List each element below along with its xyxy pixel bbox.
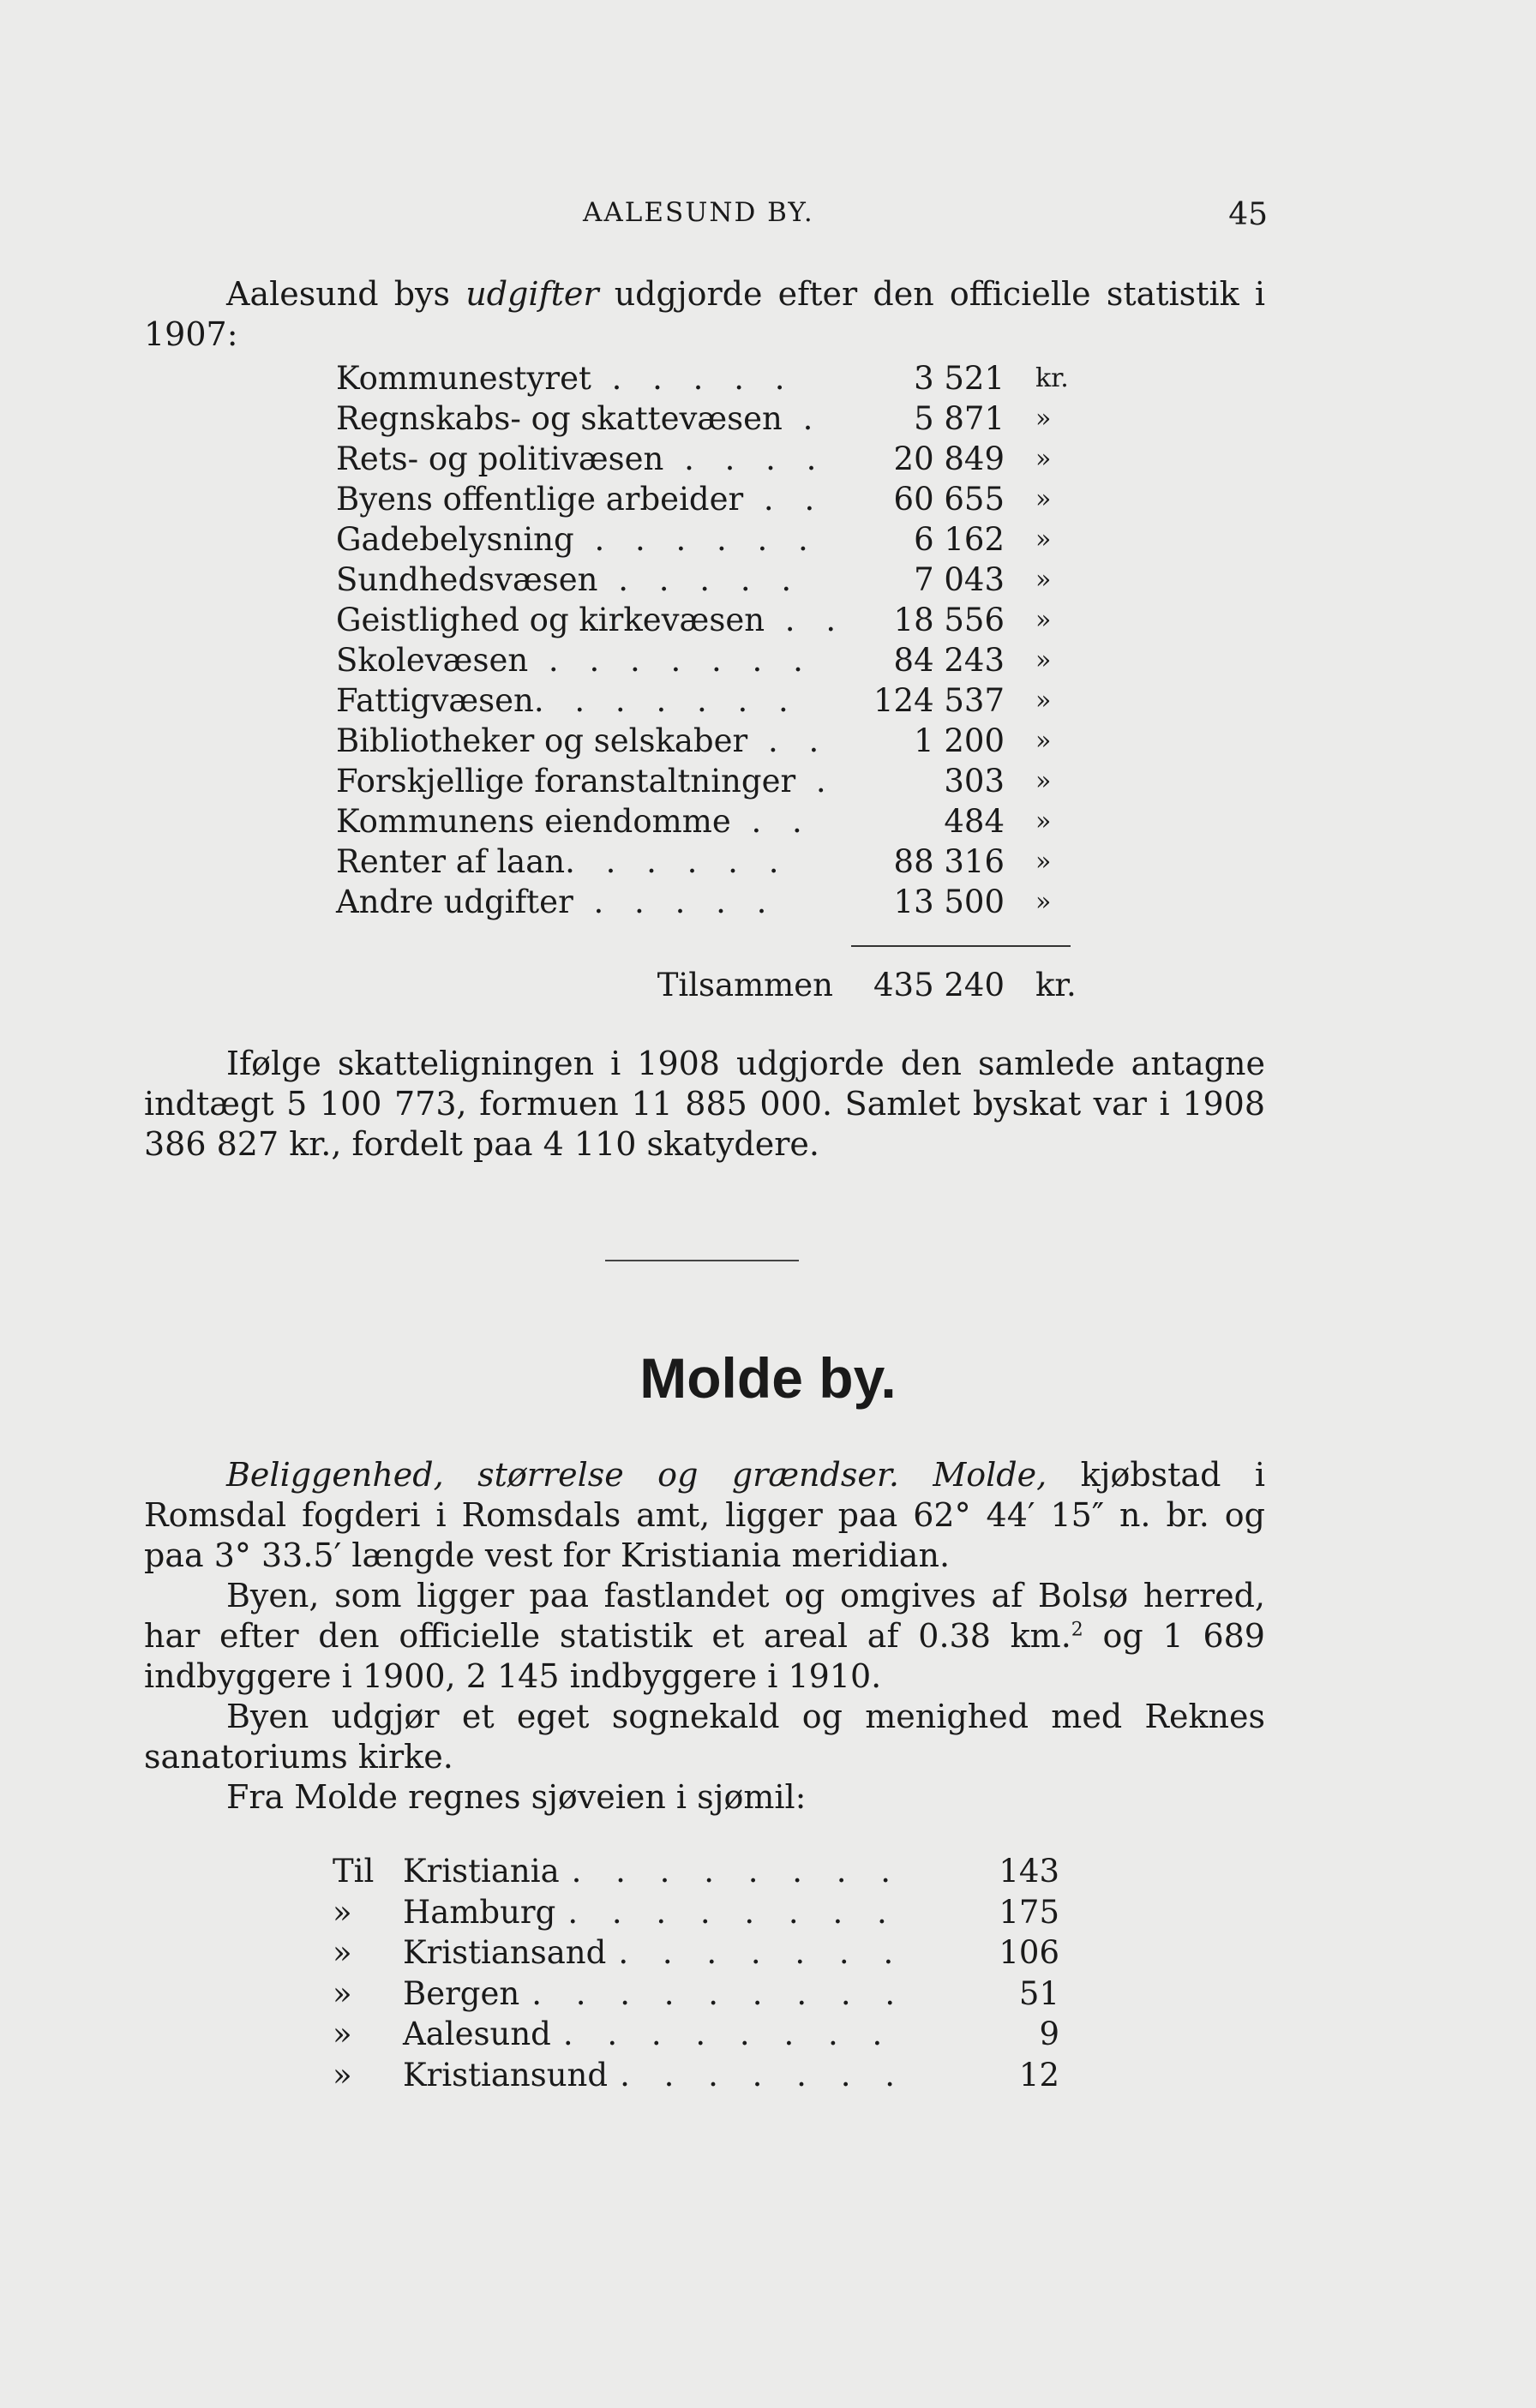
expense-row xyxy=(336,842,1073,882)
expense-label: Kommunens eiendomme . . xyxy=(336,803,813,840)
molde-location-text: kjøbstad i Romsdal fogderi i Romsdals amt, ligger paa 62° 44′ 15″ n. br. og paa 3° 33.5′ længde vest for Kristiania meridian. xyxy=(144,1456,1265,1574)
distance-value: 9 xyxy=(1039,2016,1059,2052)
distance-row xyxy=(333,2014,1087,2055)
expense-amount: 484 xyxy=(944,803,1005,840)
distance-prefix: » xyxy=(333,1893,352,1931)
dot-leader: . . xyxy=(730,803,813,840)
distance-prefix: » xyxy=(333,1934,352,1971)
dot-leader: . . . . . . . . xyxy=(571,1853,903,1890)
molde-paragraph-4: Fra Molde regnes sjøveien i sjømil: xyxy=(226,1778,807,1816)
expense-amount: 7 043 xyxy=(914,561,1005,598)
expense-label: Kommunestyret . . . . . xyxy=(336,360,795,397)
expense-row xyxy=(336,519,1073,560)
expense-row xyxy=(336,640,1073,680)
molde-area-text: Byen, som ligger paa fastlandet og omgives af Bolsø herred, har efter den officielle statistik et areal af 0.38 km. xyxy=(144,1577,1265,1655)
section-title: Molde by. xyxy=(639,1346,897,1410)
running-header xyxy=(0,197,1536,235)
expense-row xyxy=(336,560,1073,600)
expense-amount: 84 243 xyxy=(893,642,1005,679)
distance-value: 51 xyxy=(1018,1974,1059,2012)
running-title: AALESUND BY. xyxy=(583,197,814,228)
molde-paragraph-3: Byen udgjør et eget sognekald og menighed med Reknes sanatoriums kirke. xyxy=(144,1698,1265,1776)
distance-row xyxy=(333,1974,1087,2015)
distance-value: 12 xyxy=(1018,2056,1059,2094)
distance-prefix: » xyxy=(333,2016,352,2052)
expense-label: Sundhedsvæsen . . . . . xyxy=(336,561,802,598)
expense-table xyxy=(336,358,1073,922)
expense-label: Regnskabs- og skattevæsen . xyxy=(336,400,824,437)
expense-amount: 124 537 xyxy=(873,682,1005,719)
expense-label: Renter af laan. . . . . . xyxy=(336,843,789,880)
expense-label: Andre udgifter . . . . . xyxy=(336,884,777,920)
distance-value: 175 xyxy=(999,1893,1059,1931)
dot-leader: . . xyxy=(765,602,847,638)
dot-leader: . . . . . . . . xyxy=(562,2016,895,2052)
expense-label: Bibliotheker og selskaber . . xyxy=(336,722,830,759)
dot-leader: . xyxy=(782,400,824,437)
distance-prefix: Til xyxy=(333,1853,375,1890)
expense-amount: 1 200 xyxy=(914,722,1005,759)
molde-paragraph-2 xyxy=(144,1576,1265,1697)
expense-unit: » xyxy=(1035,887,1052,917)
expense-row xyxy=(336,479,1073,519)
expense-label: Rets- og politivæsen . . . . xyxy=(336,440,827,477)
expense-unit: » xyxy=(1035,484,1052,514)
expense-row xyxy=(336,882,1073,922)
total-row xyxy=(336,965,1077,1005)
expense-unit: » xyxy=(1035,524,1052,554)
dot-leader: . . xyxy=(743,481,825,518)
expense-label: Gadebelysning . . . . . . xyxy=(336,521,819,558)
expense-label: Skolevæsen . . . . . . . xyxy=(336,642,813,679)
expense-unit: » xyxy=(1035,806,1052,836)
distance-row xyxy=(333,1892,1087,1933)
total-amount: 435 240 xyxy=(873,967,1005,1003)
expense-amount: 13 500 xyxy=(893,884,1005,920)
expense-amount: 5 871 xyxy=(914,400,1005,437)
dot-leader: . . . . . . . . xyxy=(567,1893,899,1931)
expense-unit: » xyxy=(1035,444,1052,474)
intro-emphasis: udgifter xyxy=(465,275,599,313)
distance-value: 143 xyxy=(999,1853,1059,1890)
expense-unit: » xyxy=(1035,847,1052,877)
expense-row xyxy=(336,398,1073,439)
expense-unit: » xyxy=(1035,605,1052,635)
expense-unit: » xyxy=(1035,645,1052,675)
distance-place: Bergen xyxy=(403,1974,520,2012)
expense-row xyxy=(336,721,1073,761)
distance-place: Hamburg xyxy=(403,1893,556,1931)
distance-place: Kristiania xyxy=(403,1853,560,1890)
distance-prefix: » xyxy=(333,2056,352,2094)
molde-description xyxy=(144,1455,1265,1818)
intro-text-a: Aalesund bys xyxy=(226,275,466,313)
molde-paragraph-1 xyxy=(144,1455,1265,1576)
expense-row xyxy=(336,680,1073,721)
total-unit: kr. xyxy=(1035,967,1077,1003)
expense-amount: 60 655 xyxy=(893,481,1005,518)
distance-table xyxy=(333,1851,1087,2095)
dot-leader: . . . . . . . xyxy=(620,2056,907,2094)
expense-label: Byens offentlige arbeider . . xyxy=(336,481,825,518)
distance-place: Kristiansand xyxy=(403,1934,607,1971)
expense-unit: » xyxy=(1035,726,1052,756)
distance-place: Kristiansund xyxy=(403,2056,609,2094)
dot-leader: . . . . . . . xyxy=(618,1934,906,1971)
expense-label: Fattigvæsen. . . . . . . xyxy=(336,682,799,719)
section-divider xyxy=(605,1260,799,1261)
molde-name-emphasis: Molde, xyxy=(933,1456,1047,1494)
tax-text: Ifølge skatteligningen i 1908 udgjorde den samlede antagne indtægt 5 100 773, formuen 11 885 000. Samlet byskat var i 1908 386 827 kr., fordelt paa 4 110 skatydere. xyxy=(144,1045,1265,1163)
distance-place: Aalesund xyxy=(403,2016,551,2052)
distance-row xyxy=(333,2055,1087,2096)
expense-amount: 20 849 xyxy=(893,440,1005,477)
dot-leader: . . . . . . . xyxy=(528,642,813,679)
distance-row xyxy=(333,1851,1087,1892)
dot-leader: . . . . . xyxy=(573,884,777,920)
expense-amount: 3 521 xyxy=(914,360,1005,397)
expense-row xyxy=(336,358,1073,398)
expense-row xyxy=(336,439,1073,479)
dot-leader: . . . . . xyxy=(591,360,795,397)
expense-unit: » xyxy=(1035,686,1052,716)
superscript: 2 xyxy=(1071,1619,1083,1641)
total-label: Tilsammen xyxy=(657,967,833,1003)
dot-leader: . . . . xyxy=(663,440,827,477)
dot-leader: . . . . . . . . . xyxy=(531,1974,908,2012)
sum-rule xyxy=(851,945,1071,947)
expense-label: Forskjellige foranstaltninger . xyxy=(336,763,837,800)
dot-leader: . xyxy=(795,763,837,800)
expense-unit: » xyxy=(1035,565,1052,595)
dot-leader: . . xyxy=(747,722,830,759)
expense-amount: 88 316 xyxy=(893,843,1005,880)
intro-text-b: udgjorde efter den officielle statistik i 1907: xyxy=(144,275,1265,353)
dot-leader: . . . . . . xyxy=(573,521,819,558)
molde-heading-emphasis: Beliggenhed, størrelse og grændser. xyxy=(226,1456,899,1494)
dot-leader: . . . . . . . xyxy=(533,682,799,719)
expense-unit: » xyxy=(1035,404,1052,434)
expense-row xyxy=(336,761,1073,801)
expense-amount: 18 556 xyxy=(893,602,1005,638)
expense-unit: » xyxy=(1035,766,1052,796)
tax-paragraph xyxy=(144,1044,1265,1165)
expense-row xyxy=(336,801,1073,842)
distance-row xyxy=(333,1932,1087,1974)
expense-unit: kr. xyxy=(1035,363,1069,393)
expense-amount: 6 162 xyxy=(914,521,1005,558)
molde-population-text: og 1 689 indbyggere i 1900, 2 145 indbyggere i 1910. xyxy=(144,1617,1265,1695)
dot-leader: . . . . . xyxy=(597,561,802,598)
intro-paragraph xyxy=(144,274,1265,355)
page-number: 45 xyxy=(1228,197,1268,232)
dot-leader: . . . . . . xyxy=(565,843,789,880)
expense-label: Geistlighed og kirkevæsen . . xyxy=(336,602,847,638)
expense-row xyxy=(336,600,1073,640)
distance-prefix: » xyxy=(333,1974,352,2012)
distance-value: 106 xyxy=(999,1934,1059,1971)
expense-amount: 303 xyxy=(944,763,1005,800)
